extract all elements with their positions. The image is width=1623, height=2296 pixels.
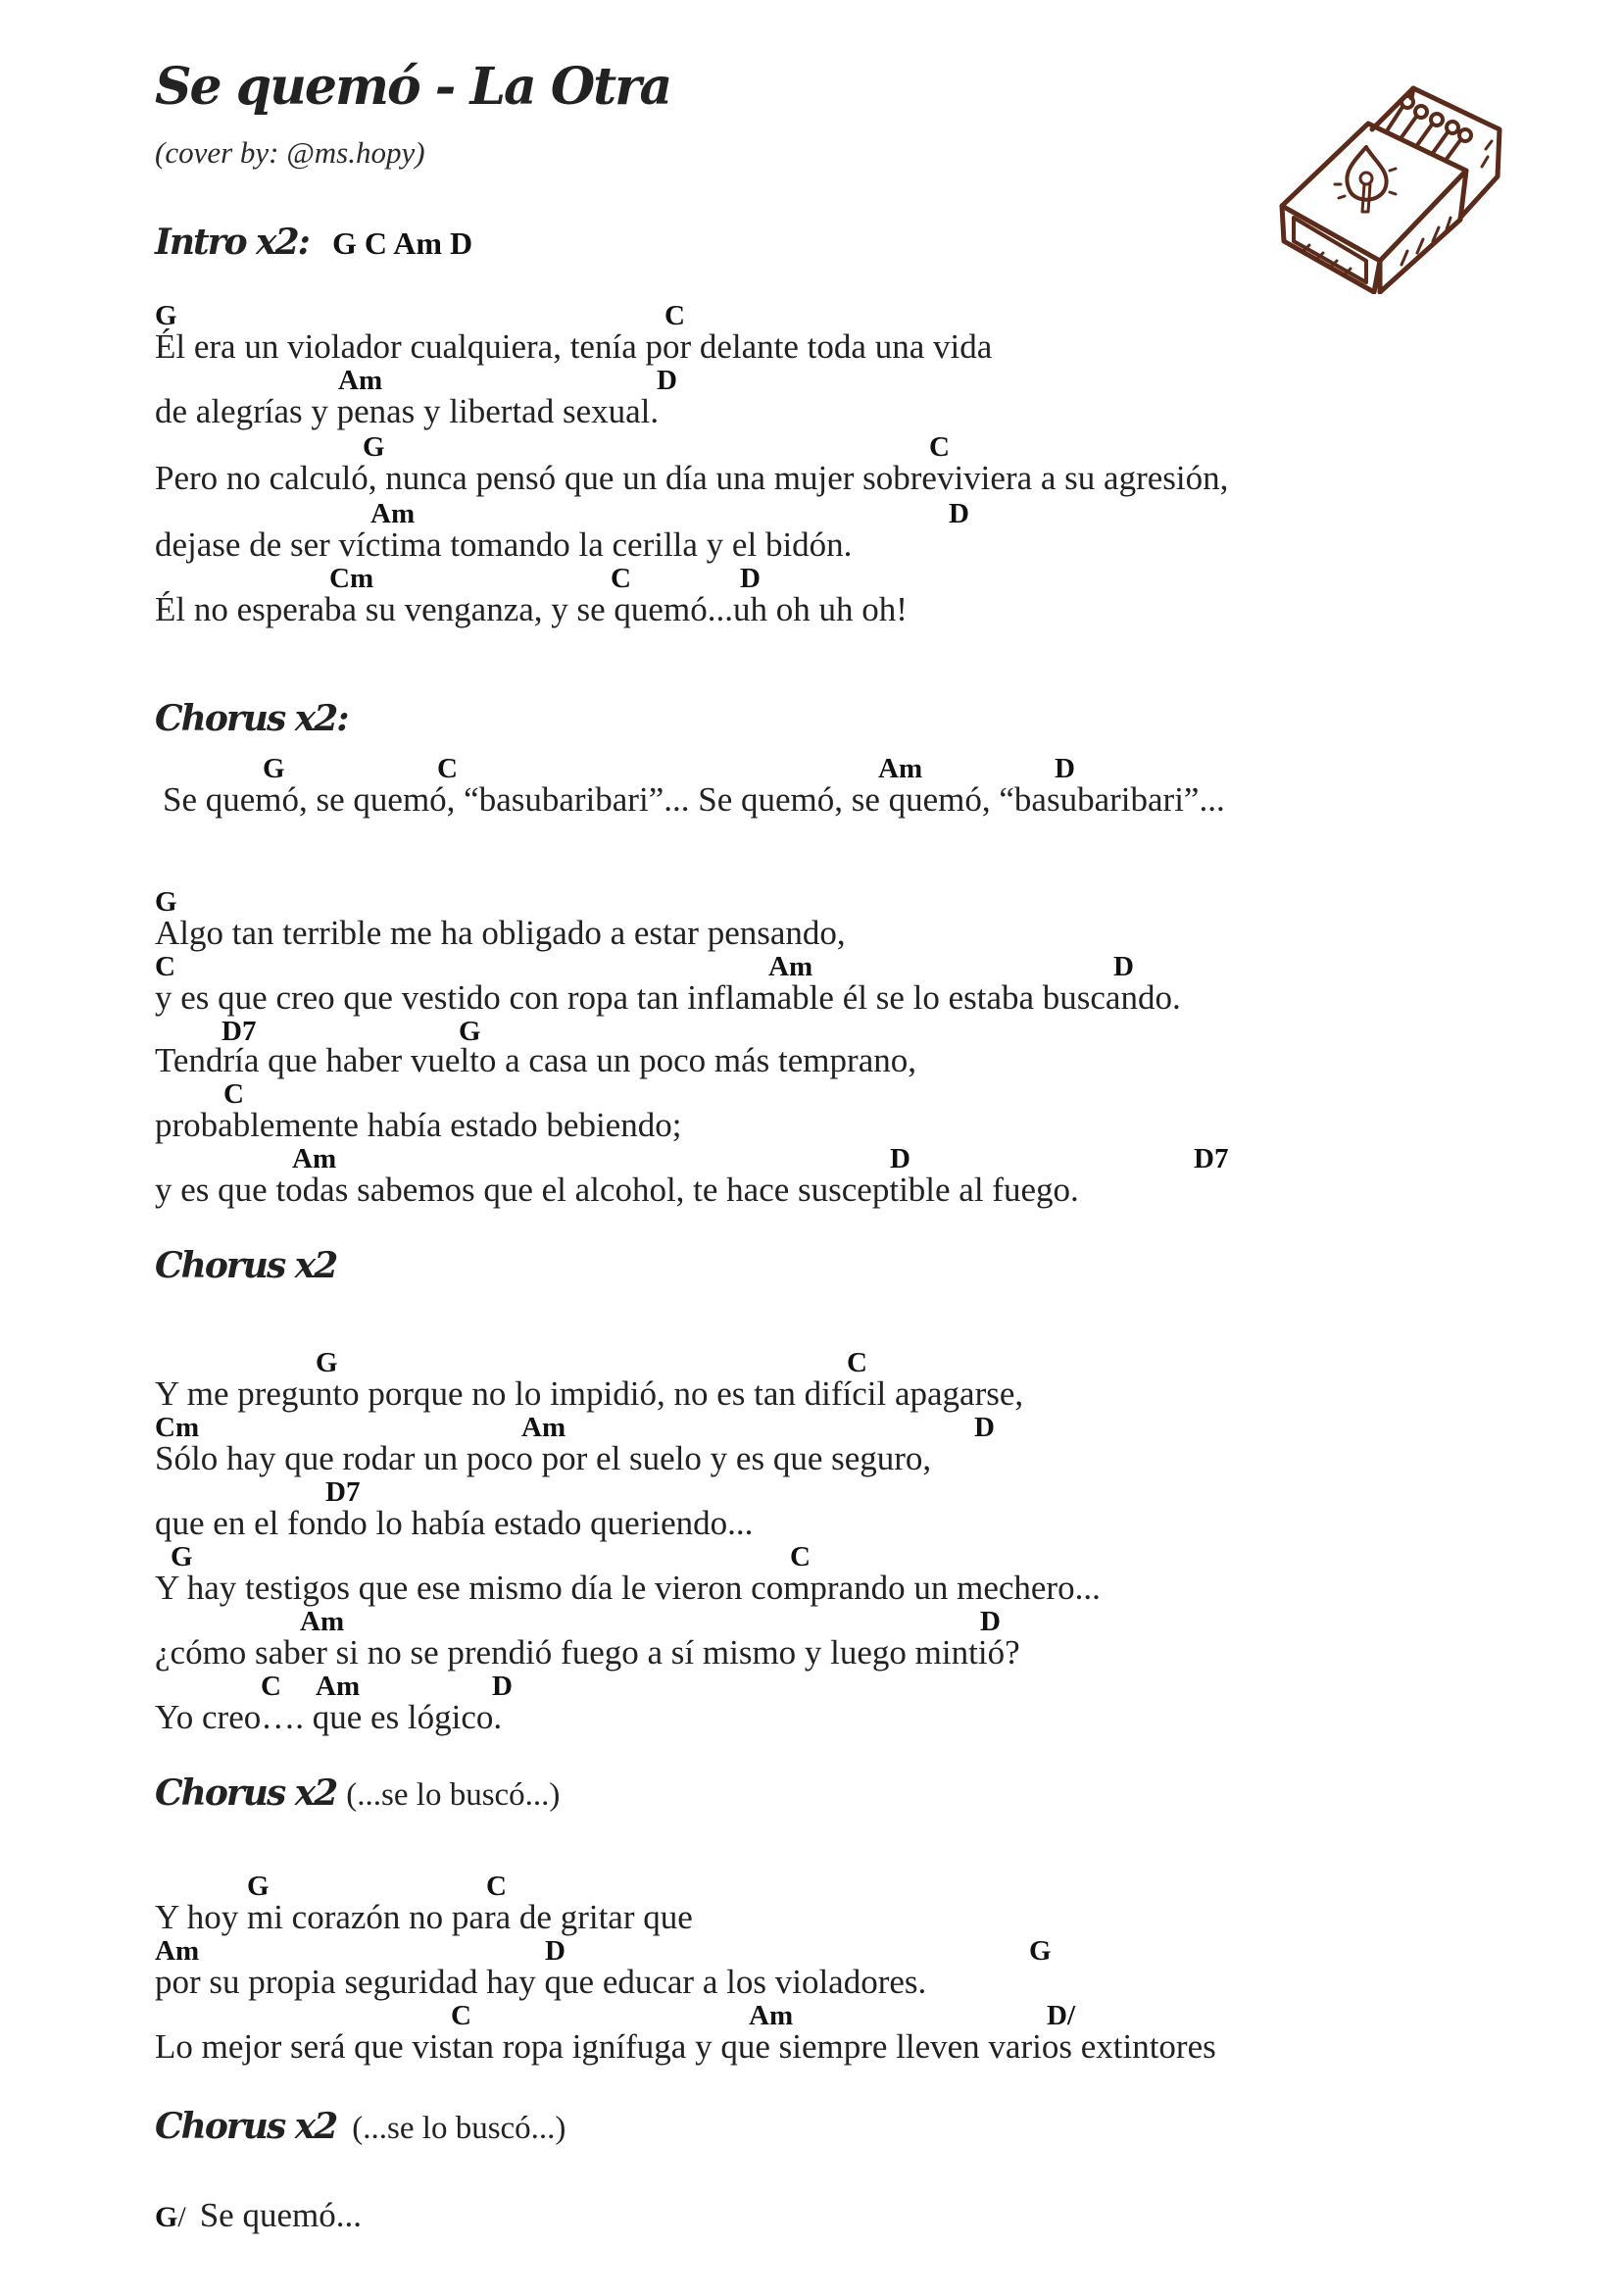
chord: D <box>974 1412 995 1443</box>
chord: D <box>492 1671 513 1702</box>
chord: Am <box>292 1143 337 1174</box>
match-heads <box>1388 96 1471 159</box>
chord: Am <box>370 498 416 529</box>
chord: G <box>155 2201 178 2233</box>
lyric-line: Se quemó... <box>199 2196 362 2234</box>
chord: G <box>155 886 177 918</box>
chord: G <box>155 300 177 331</box>
lyric-line: Y hay testigos que ese mismo día le vieron comprando un mechero... <box>155 1569 1101 1607</box>
lyric-line: que en el fondo lo había estado queriendo... <box>155 1504 754 1542</box>
chord: C <box>847 1347 867 1378</box>
chord: Am <box>749 2000 794 2031</box>
chord: C <box>155 951 175 982</box>
lyric-line: Tendría que haber vuelto a casa un poco más temprano, <box>155 1041 916 1079</box>
chord: D <box>657 365 677 396</box>
chord: G <box>1029 1935 1052 1967</box>
lyric-line: por su propia seguridad hay que educar a los violadores. <box>155 1963 927 2001</box>
chord: Am <box>878 753 923 784</box>
chord: D <box>1055 753 1075 784</box>
chord: Am <box>300 1606 345 1637</box>
chord: C <box>261 1671 281 1702</box>
chorus-label: Chorus x2 <box>155 2106 337 2147</box>
chord: G <box>263 753 285 784</box>
chord: D7 <box>221 1016 257 1047</box>
chord: G <box>459 1016 481 1047</box>
chord: G <box>171 1541 193 1572</box>
lyric-line: de alegrías y penas y libertad sexual. <box>155 392 660 430</box>
chord: C <box>929 431 950 463</box>
chord: D7 <box>325 1476 361 1508</box>
chord: G <box>247 1871 270 1902</box>
cover-credit: (cover by: @ms.hopy) <box>155 135 425 170</box>
lyric-line: Sólo hay que rodar un poco por el suelo y es que seguro, <box>155 1439 932 1477</box>
lyric-line: probablemente había estado bebiendo; <box>155 1106 682 1144</box>
lyric-line: Lo mejor será que vistan ropa ignífuga y que siempre lleven varios extintores <box>155 2027 1216 2066</box>
lyric-line: Y hoy mi corazón no para de gritar que <box>155 1898 693 1936</box>
chorus-note: (...se lo buscó...) <box>352 2111 566 2146</box>
chorus-label: Chorus x2 <box>155 1772 337 1814</box>
chord: D/ <box>1047 2000 1075 2031</box>
chord: D <box>980 1606 1001 1637</box>
lyric-line: y es que todas sabemos que el alcohol, te hace susceptible al fuego. <box>155 1171 1079 1209</box>
chord: Cm <box>329 563 374 594</box>
chord: D <box>1113 951 1134 982</box>
chord: Am <box>768 951 813 982</box>
chord: C <box>486 1871 507 1902</box>
chorus-heading: Chorus x2: <box>155 698 348 739</box>
chord: G <box>316 1347 338 1378</box>
chord: C <box>790 1541 811 1572</box>
chorus-note: (...se lo buscó...) <box>346 1777 561 1813</box>
lyric-line: Algo tan terrible me ha obligado a estar pensando, <box>155 914 846 952</box>
chord: C <box>223 1078 244 1110</box>
lyric-line: Pero no calculó, nunca pensó que un día una mujer sobreviviera a su agresión, <box>155 459 1229 497</box>
chord: Cm <box>155 1412 200 1443</box>
chord: D <box>545 1935 566 1967</box>
outro-line <box>155 2196 362 2235</box>
intro-chords: G C Am D <box>331 225 473 261</box>
chord: Am <box>338 365 383 396</box>
lyric-line: ¿cómo saber si no se prendió fuego a sí mismo y luego mintió? <box>155 1633 1020 1672</box>
chord: C <box>664 300 685 331</box>
lyric-line: Yo creo…. que es lógico. <box>155 1698 503 1736</box>
chord: D <box>740 563 761 594</box>
lyric-line: y es que creo que vestido con ropa tan inflamable él se lo estaba buscando. <box>155 978 1181 1017</box>
chord: C <box>611 563 631 594</box>
lyric-line: Se quemó, se quemó, “basubaribari”... Se quemó, se quemó, “basubaribari”... <box>163 780 1225 819</box>
chord-slash: / <box>177 2201 186 2233</box>
intro-heading <box>155 222 472 263</box>
lyric-line: Él era un violador cualquiera, tenía por delante toda una vida <box>155 327 993 366</box>
chord: Am <box>316 1671 361 1702</box>
lyric-line: Él no esperaba su venganza, y se quemó...uh oh uh oh! <box>155 590 908 628</box>
chorus-heading: Chorus x2 <box>155 1245 337 1286</box>
chord: Am <box>521 1412 566 1443</box>
chord: D7 <box>1194 1143 1229 1174</box>
chord: D <box>890 1143 910 1174</box>
song-title: Se quemó - La Otra <box>155 57 671 117</box>
chord: Am <box>155 1935 200 1967</box>
chorus-heading <box>155 2106 566 2147</box>
chord: C <box>451 2000 471 2031</box>
chorus-heading <box>155 1772 560 1814</box>
lyric-line: Y me pregunto porque no lo impidió, no es tan difícil apagarse, <box>155 1374 1024 1413</box>
lyric-line: dejase de ser víctima tomando la cerilla y el bidón. <box>155 525 853 564</box>
chord: C <box>437 753 458 784</box>
chord: G <box>363 431 385 463</box>
intro-label: Intro x2: <box>155 222 309 263</box>
chord: D <box>949 498 969 529</box>
matchbox-icon <box>1264 69 1519 294</box>
